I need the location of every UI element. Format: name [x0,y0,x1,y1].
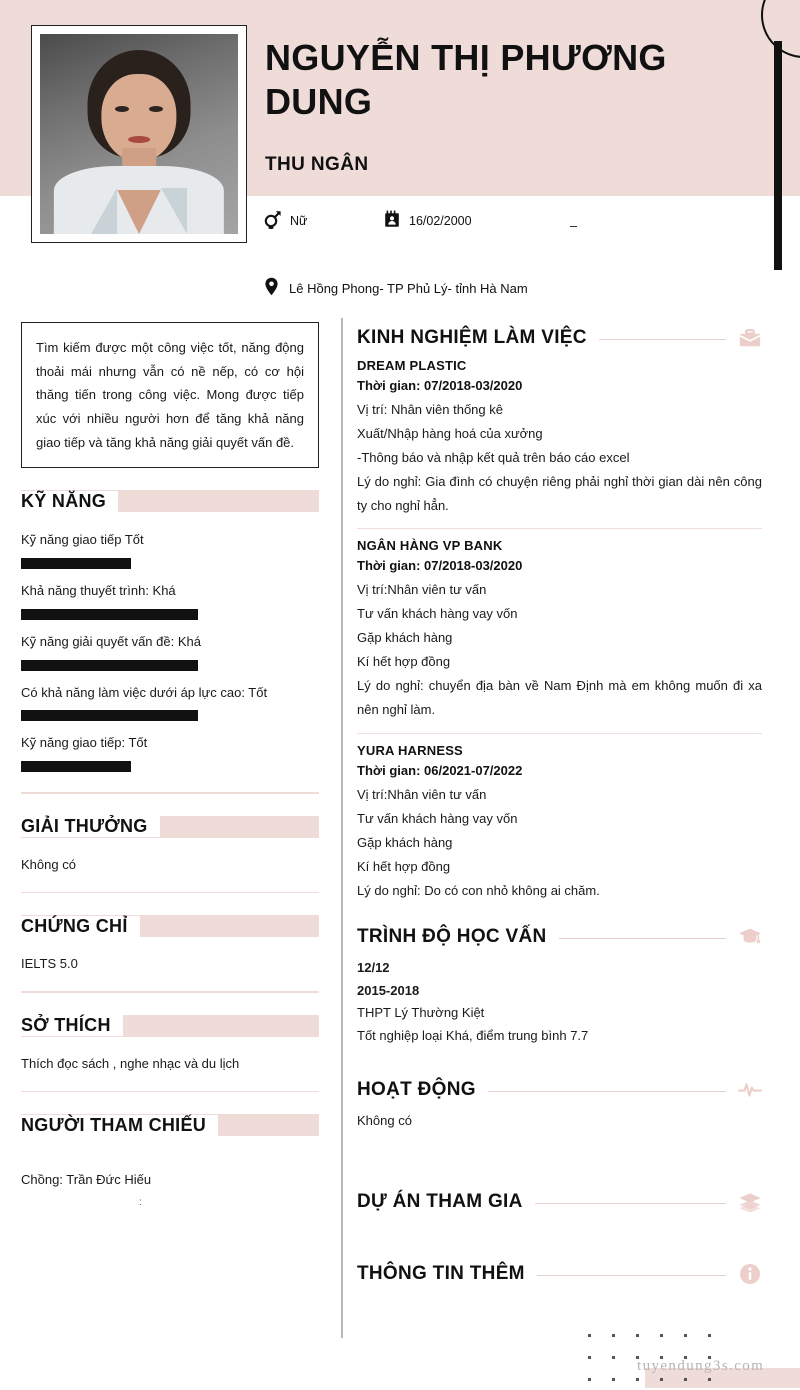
heading-rule [559,938,726,939]
career-objective-box: Tìm kiếm được một công việc tốt, năng động thoải mái nhưng vẫn có nề nếp, có cơ hội thăng tiến trong công việc. Mong được tiếp xúc với nhiều người hơn để tăng khả năng giao tiếp và tăng khả năng giải quyết vấn đề. [21,322,319,468]
dob-field [384,210,472,231]
projects-title: DỰ ÁN THAM GIA [357,1190,523,1212]
hobbies-title: SỞ THÍCH [21,1015,123,1036]
references-mark: : [139,1197,143,1209]
awards-text: Không có [21,856,76,872]
hobbies-text: Thích đọc sách , nghe nhạc và du lịch [21,1055,240,1071]
education-heading [357,917,762,957]
job-company: DREAM PLASTIC [357,358,467,373]
job-period: Thời gian: 07/2018-03/2020 [357,558,523,574]
address-value: Lê Hồng Phong- TP Phủ Lý- tỉnh Hà Nam [289,280,528,296]
education-result: Tốt nghiệp loại Khá, điểm trung bình 7.7 [357,1028,589,1043]
skill-label: Kỹ năng giao tiếp Tốt [21,532,144,548]
certificates-text: IELTS 5.0 [21,956,78,972]
skill-label: Có khả năng làm việc dưới áp lực cao: Tốt [21,684,268,700]
location-pin-icon [264,277,279,299]
list-item [21,733,319,772]
main-content [341,318,800,1294]
additional-heading [357,1254,762,1294]
main-section-additional [341,1254,800,1294]
awards-heading [21,810,319,844]
skill-label: Kỹ năng giao tiếp: Tốt [21,735,148,751]
job-period: Thời gian: 07/2018-03/2020 [357,378,523,393]
certificates-title: CHỨNG CHỈ [21,916,140,937]
job-title: THU NGÂN [265,154,369,175]
job-detail: Lý do nghỉ: Gia đình có chuyện riêng phải nghỉ thời gian dài nên công ty cho nghỉ hẳn. [357,474,762,514]
job-detail: Vị trí:Nhân viên tư vấn [357,582,487,598]
sidebar-section-hobbies [21,1009,319,1093]
address-field [264,277,528,299]
gender-value: Nữ [290,214,308,228]
empty-field-dash [570,226,577,227]
sidebar-section-certificates [21,909,319,993]
heading-rule [488,1091,726,1092]
job-detail: Kí hết hợp đồng [357,858,451,874]
job-detail: Tư vấn khách hàng vay vốn [357,810,518,826]
additional-title: THÔNG TIN THÊM [357,1262,525,1284]
list-item [21,683,319,722]
heading-rule [537,1275,726,1276]
skills-list [21,530,319,772]
education-degree: 12/12 [357,959,390,975]
vertical-bar-decoration [774,41,782,270]
projects-heading [357,1182,762,1222]
job-detail: Vị trí: Nhân viên thống kê [357,402,503,417]
personal-meta-row [264,210,764,234]
skills-heading [21,484,319,518]
references-text: Chồng: Trần Đức Hiếu [21,1172,152,1188]
references-title: NGƯỜI THAM CHIẾU [21,1115,218,1136]
main-section-education [341,917,800,1048]
skill-level-bar [21,558,131,569]
awards-title: GIẢI THƯỞNG [21,816,160,837]
job-detail: Gặp khách hàng [357,630,453,646]
section-divider [21,792,319,794]
experience-heading [357,318,762,358]
references-heading [21,1108,319,1142]
sidebar-section-references [21,1108,319,1208]
job-detail: Tư vấn khách hàng vay vốn [357,606,518,622]
job-detail: Gặp khách hàng [357,834,453,850]
education-years: 2015-2018 [357,982,420,998]
job-detail: Lý do nghỉ: chuyển địa bàn về Nam Định mà em không muốn đi xa nên nghỉ làm. [357,678,762,718]
layers-icon [738,1190,762,1214]
activities-heading [357,1070,762,1110]
hobbies-heading [21,1009,319,1043]
experience-item [357,528,762,724]
experience-item [357,733,762,905]
graduation-cap-icon [738,925,762,949]
experience-item [357,358,762,520]
activities-title: HOẠT ĐỘNG [357,1078,476,1100]
skill-level-bar [21,710,198,721]
portrait-photo [40,34,238,234]
skills-title: KỸ NĂNG [21,491,118,512]
section-divider [21,892,319,894]
certificates-heading [21,909,319,943]
skill-label: Kỹ năng giải quyết vấn đề: Khá [21,633,201,649]
gender-icon [264,210,281,232]
heading-rule [599,339,726,340]
experience-title: KINH NGHIỆM LÀM VIỆC [357,327,587,348]
pulse-icon [738,1078,762,1102]
list-item [21,632,319,671]
page-title: NGUYỄN THỊ PHƯƠNG DUNG [265,37,667,122]
main-section-experience [341,318,800,905]
id-card-icon [384,210,400,231]
dob-value: 16/02/2000 [409,213,472,228]
skill-level-bar [21,761,131,772]
list-item [21,581,319,620]
section-divider [21,991,319,993]
gender-field [264,210,307,232]
skill-label: Khả năng thuyết trình: Khá [21,583,176,599]
job-detail: Kí hết hợp đồng [357,654,451,670]
main-section-activities [341,1070,800,1132]
avatar [31,25,247,243]
skill-level-bar [21,609,198,620]
education-school: THPT Lý Thường Kiệt [357,1005,485,1021]
job-period: Thời gian: 06/2021-07/2022 [357,762,523,778]
job-company: YURA HARNESS [357,742,463,758]
watermark-text: tuyendung3s.com [637,1358,765,1374]
job-detail: Xuất/Nhập hàng hoá của xưởng [357,426,543,442]
info-circle-icon [738,1262,762,1286]
skill-level-bar [21,660,198,671]
heading-rule [535,1203,726,1204]
list-item [21,530,319,569]
briefcase-icon [738,326,762,350]
job-detail: Lý do nghỉ: Do có con nhỏ không ai chăm. [357,882,600,898]
activities-text: Không có [357,1112,412,1128]
section-divider [21,1091,319,1093]
sidebar-section-awards [21,810,319,894]
main-section-projects [341,1182,800,1222]
job-detail: -Thông báo và nhập kết quả trên báo cáo excel [357,450,630,466]
education-title: TRÌNH ĐỘ HỌC VẤN [357,925,547,947]
sidebar [0,318,341,1208]
job-company: NGÂN HÀNG VP BANK [357,538,503,554]
job-detail: Vị trí:Nhân viên tư vấn [357,786,487,802]
sidebar-section-skills [21,484,319,793]
